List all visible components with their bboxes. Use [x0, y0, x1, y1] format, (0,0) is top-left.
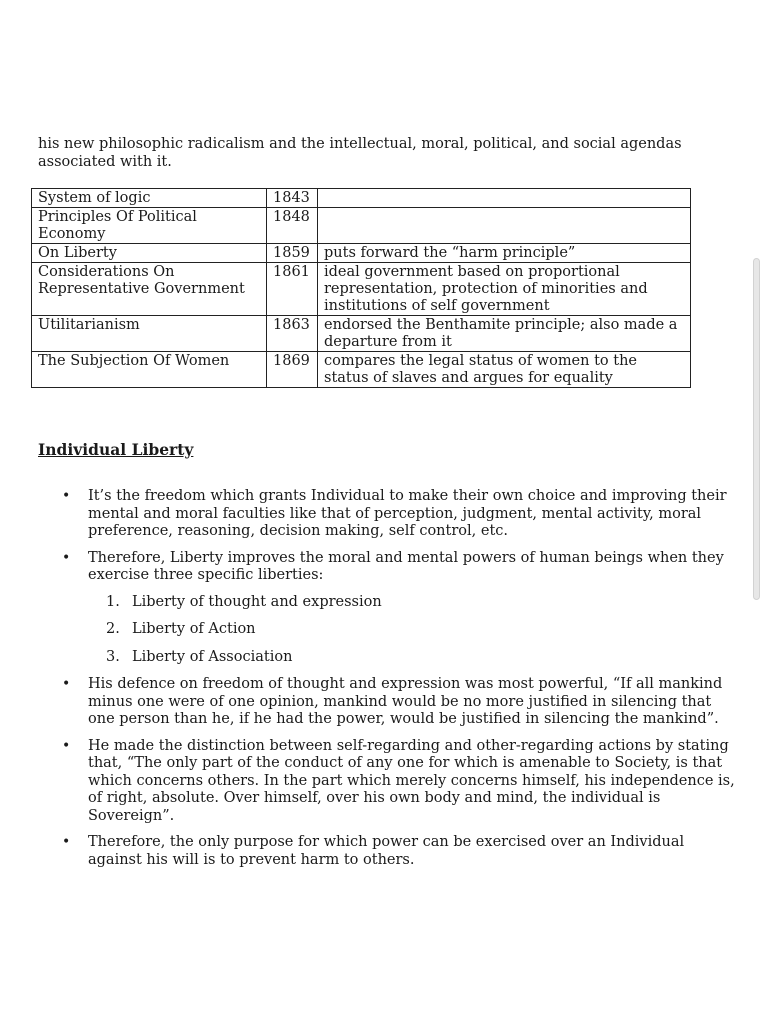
- list-item: [38, 834, 738, 869]
- work-year: 1863: [267, 316, 318, 352]
- work-year: 1848: [267, 208, 318, 244]
- bullet-icon: •: [62, 488, 71, 504]
- work-note: [318, 208, 691, 244]
- sub-item-number: 1.: [106, 593, 120, 610]
- work-title: Utilitarianism: [32, 316, 267, 352]
- sub-list-item: [88, 594, 768, 612]
- table-row: [32, 263, 691, 316]
- table-row: [32, 316, 691, 352]
- work-year: 1859: [267, 244, 318, 263]
- list-item: [38, 676, 738, 729]
- list-item-text: Therefore, the only purpose for which power can be exercised over an Individual against his will is to prevent harm to others.: [88, 834, 685, 868]
- table-row: [32, 352, 691, 388]
- sub-item-text: Liberty of Action: [132, 621, 256, 637]
- work-title: On Liberty: [32, 244, 267, 263]
- work-title: System of logic: [32, 189, 267, 208]
- sub-item-number: 2.: [106, 621, 120, 637]
- sub-list-item: [88, 649, 768, 667]
- work-year: 1869: [267, 352, 318, 388]
- table-row: [32, 208, 691, 244]
- work-title: Principles Of Political Economy: [32, 208, 267, 244]
- table-row: [32, 244, 691, 263]
- sub-item-text: Liberty of thought and expression: [132, 593, 382, 610]
- work-year: 1843: [267, 189, 318, 208]
- list-item: [38, 550, 738, 667]
- bullet-icon: •: [62, 549, 71, 566]
- bullet-icon: •: [62, 834, 71, 850]
- work-note: ideal government based on proportional representation, protection of minorities and institutions of self government: [318, 263, 691, 316]
- work-note: puts forward the “harm principle”: [318, 244, 691, 263]
- intro-paragraph: his new philosophic radicalism and the intellectual, moral, political, and social agendas associated with it.: [38, 136, 682, 170]
- list-item-text: It’s the freedom which grants Individual to make their own choice and improving their mental and moral faculties like that of perception, judgment, mental activity, moral preference, reasoning, decision making, self control, etc.: [88, 488, 727, 539]
- bullet-list: [38, 488, 738, 878]
- list-item-text: He made the distinction between self-regarding and other-regarding actions by stating that, “The only part of the conduct of any one for which is amenable to Society, is that which concerns others. In the part which merely concerns himself, his independence is, of right, absolute. Over himself, over his own body and mind, the individual is Sovereign”.: [88, 737, 735, 824]
- works-table: [31, 188, 691, 388]
- work-note: [318, 189, 691, 208]
- work-note: compares the legal status of women to the status of slaves and argues for equality: [318, 352, 691, 388]
- list-item: [38, 738, 738, 826]
- liberties-list: [88, 594, 738, 667]
- list-item-text: His defence on freedom of thought and expression was most powerful, “If all mankind minus one were of one opinion, mankind would be no more justified in silencing that one person than he, if he had the power, would be justified in silencing the mankind”.: [88, 676, 723, 727]
- bullet-icon: •: [62, 676, 71, 692]
- bullet-icon: •: [62, 737, 71, 754]
- sub-item-text: Liberty of Association: [132, 648, 293, 665]
- sub-item-number: 3.: [106, 648, 120, 665]
- work-year: 1861: [267, 263, 318, 316]
- sub-list-item: [88, 621, 768, 639]
- work-title: Considerations On Representative Government: [32, 263, 267, 316]
- work-note: endorsed the Benthamite principle; also made a departure from it: [318, 316, 691, 352]
- table-row: [32, 189, 691, 208]
- list-item-text: Therefore, Liberty improves the moral and mental powers of human beings when they exercise three specific liberties:: [88, 549, 724, 583]
- vertical-scrollbar[interactable]: [753, 258, 760, 600]
- section-heading: Individual Liberty: [38, 440, 194, 459]
- list-item: [38, 488, 738, 541]
- work-title: The Subjection Of Women: [32, 352, 267, 388]
